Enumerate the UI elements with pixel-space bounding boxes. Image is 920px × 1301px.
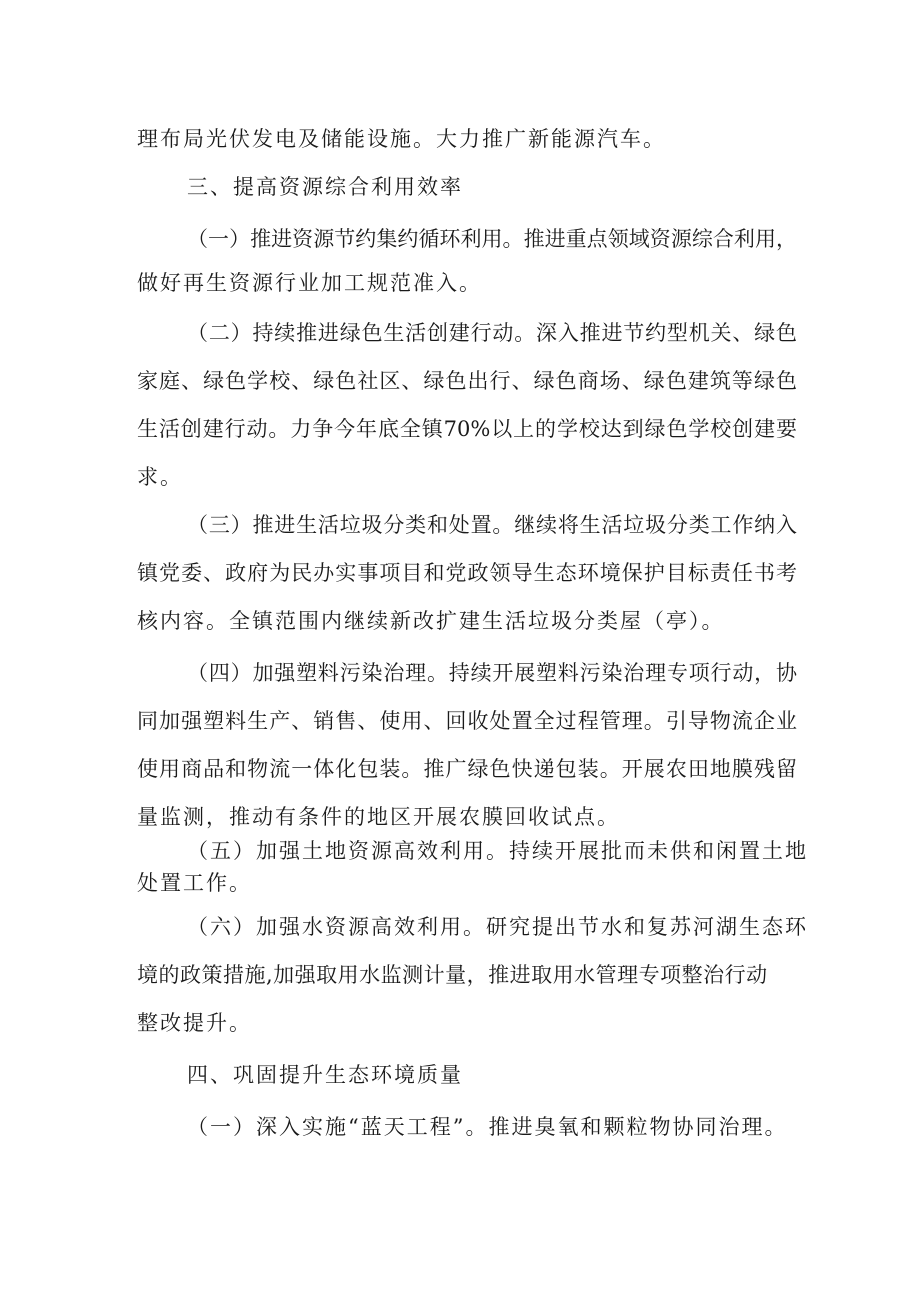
section-heading-3: 三、提高资源综合利用效率 [187,175,463,199]
section-heading-4: 四、巩固提升生态环境质量 [187,1063,463,1087]
paragraph-line: （一）深入实施“蓝天工程”。推进臭氧和颗粒物协同治理。 [187,1115,788,1139]
paragraph-line: 境的政策措施,加强取用水监测计量，推进取用水管理专项整治行动 [137,963,768,987]
paragraph-line: 理布局光伏发电及储能设施。大力推广新能源汽车。 [137,127,666,151]
paragraph-line: （一）推进资源节约集约循环利用。推进重点领域资源综合利用， [187,227,797,251]
paragraph-line: 使用商品和物流一体化包装。推广绿色快递包装。开展农田地膜残留 [137,757,797,781]
paragraph-line: 核内容。全镇范围内继续新改扩建生活垃圾分类屋（亭）。 [137,609,725,633]
paragraph-line: 生活创建行动。力争今年底全镇70%以上的学校达到绿色学校创建要 [137,417,797,441]
paragraph-line: 量监测，推动有条件的地区开展农膜回收试点。 [137,805,620,829]
paragraph-line: （四）加强塑料污染治理。持续开展塑料污染治理专项行动，协 [187,661,797,685]
paragraph-line: （五）加强土地资源高效利用。持续开展批而未供和闲置土地 [187,839,808,863]
paragraph-line: 整改提升。 [137,1011,252,1035]
paragraph-line: （二）持续推进绿色生活创建行动。深入推进节约型机关、绿色 [187,321,797,345]
paragraph-line: 处置工作。 [137,871,252,895]
paragraph-line: 同加强塑料生产、销售、使用、回收处置全过程管理。引导物流企业 [137,709,797,733]
paragraph-line: 镇党委、政府为民办实事项目和党政领导生态环境保护目标责任书考 [137,561,797,585]
paragraph-line: 做好再生资源行业加工规范准入。 [137,271,482,295]
paragraph-line: （三）推进生活垃圾分类和处置。继续将生活垃圾分类工作纳入 [187,513,797,537]
paragraph-line: 家庭、绿色学校、绿色社区、绿色出行、绿色商场、绿色建筑等绿色 [137,369,797,393]
paragraph-line: 求。 [137,465,183,489]
paragraph-line: （六）加强水资源高效利用。研究提出节水和复苏河湖生态环 [187,915,808,939]
